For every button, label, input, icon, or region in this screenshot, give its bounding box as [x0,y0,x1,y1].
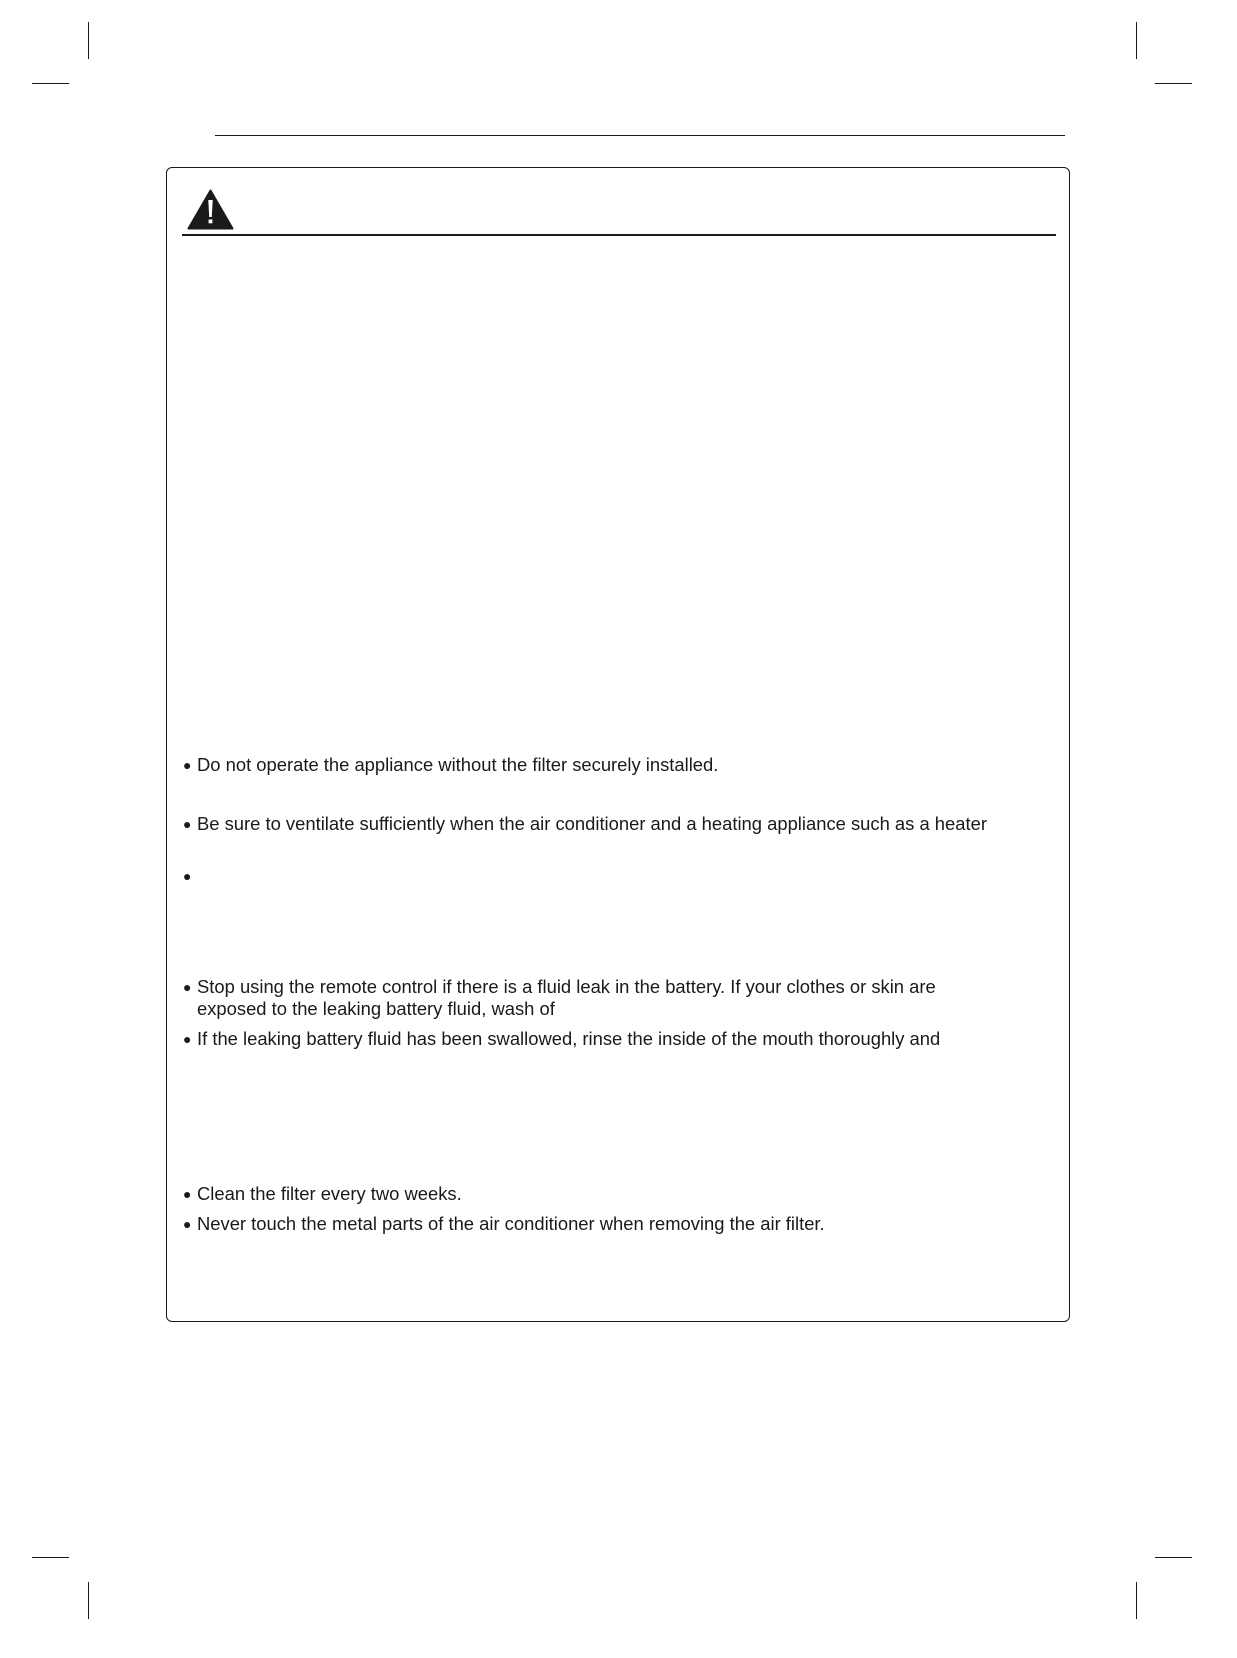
list-item [183,1183,462,1205]
list-item-text-continued: exposed to the leaking battery fluid, wash of [197,998,555,1019]
crop-mark-top-left-horizontal [32,83,69,84]
list-item-text: Clean the filter every two weeks. [197,1183,462,1204]
list-item [183,754,718,776]
crop-mark-bottom-left-horizontal [32,1557,69,1558]
crop-mark-bottom-right-vertical [1136,1582,1137,1619]
caution-box [166,167,1070,1322]
caution-header-rule [182,234,1056,236]
bullet-dot: ● [183,757,192,773]
warning-triangle-icon [187,189,234,230]
list-item-text: Be sure to ventilate sufficiently when the air conditioner and a heating appliance such as a heater [197,813,987,834]
bullet-dot: ● [183,1186,192,1202]
crop-mark-top-right-horizontal [1155,83,1192,84]
list-item [183,1028,940,1050]
list-item-text: If the leaking battery fluid has been swallowed, rinse the inside of the mouth thoroughly and [197,1028,941,1049]
header-rule [215,135,1065,136]
list-item [183,976,936,1020]
crop-mark-bottom-left-vertical [88,1582,89,1619]
bullet-dot: ● [183,1031,192,1047]
list-item [183,1213,825,1235]
list-item-text: Never touch the metal parts of the air conditioner when removing the air filter. [197,1213,825,1234]
crop-mark-bottom-right-horizontal [1155,1557,1192,1558]
crop-mark-top-left-vertical [88,22,89,59]
bullet-dot: ● [183,868,192,884]
crop-mark-top-right-vertical [1136,22,1137,59]
list-item [183,813,987,835]
list-item-text: Stop using the remote control if there is a fluid leak in the battery. If your clothes or skin are [197,976,936,997]
bullet-dot: ● [183,1216,192,1232]
bullet-dot: ● [183,979,192,995]
list-item-text: Do not operate the appliance without the filter securely installed. [197,754,719,775]
bullet-dot: ● [183,816,192,832]
